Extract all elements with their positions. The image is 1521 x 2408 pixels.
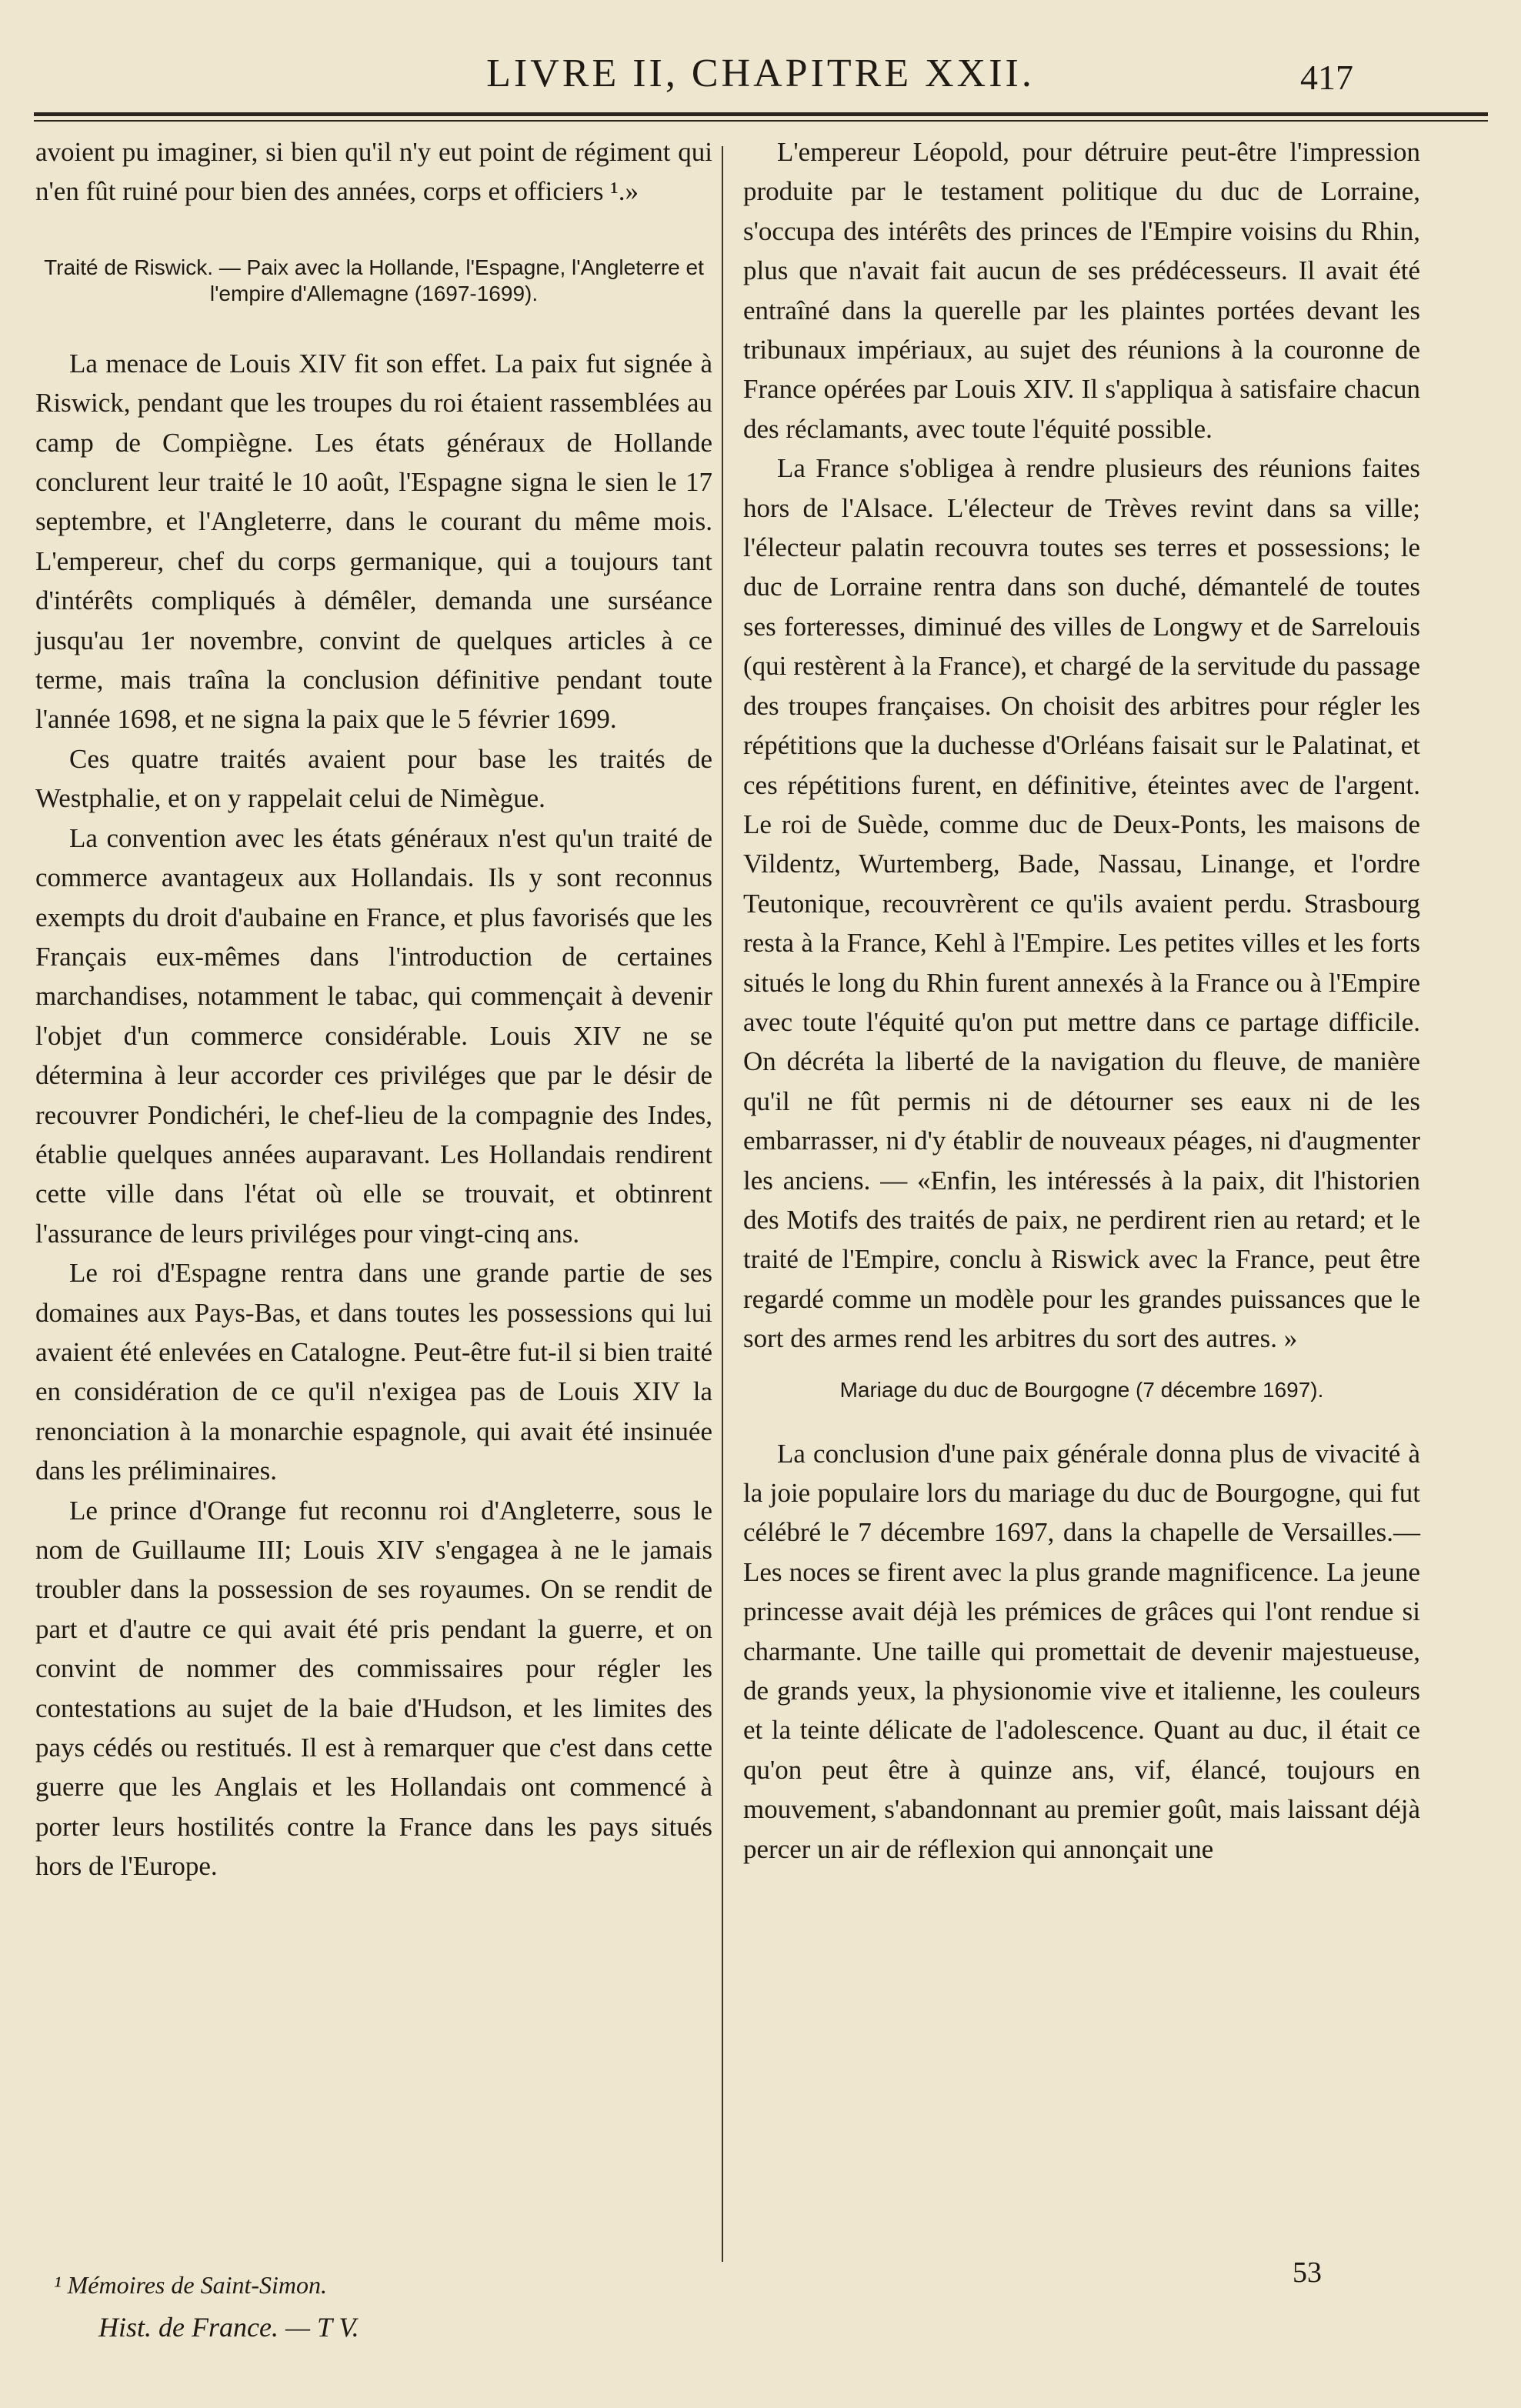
page-number: 417 (1300, 58, 1353, 97)
signature-mark: Hist. de France. — T V. (98, 2312, 359, 2343)
signature-number: 53 (1293, 2256, 1322, 2289)
page-header (0, 32, 1521, 109)
paragraph: La convention avec les états généraux n'est qu'un traité de commerce avantageux aux Hollandais. Ils y sont reconnus exempts du droit d'aubaine en France, et plus favorisés que les Français eux-mêmes dans l'introduction de certaines marchandises, notamment le tabac, qui commençait à devenir l'objet d'un commerce considérable. Louis XIV ne se détermina à leur accorder ces priviléges que par le désir de recouvrer Pondichéri, le chef-lieu de la compagnie des Indes, établie quelques années auparavant. Les Hollandais rendirent cette ville dans l'état où elle se trouvait, et obtinrent l'assurance de leurs priviléges pour vingt-cinq ans. (35, 822, 712, 1249)
section-heading: Mariage du duc de Bourgogne (7 décembre 1697). (839, 1377, 1324, 1402)
running-title: LIVRE II, CHAPITRE XXII. (486, 52, 1035, 95)
paragraph: L'empereur Léopold, pour détruire peut-être l'impression produite par le testament politique du duc de Lorraine, s'occupa des intérêts des princes de l'Empire voisins du Rhin, plus que n'avait fait aucun de ses prédécesseurs. Il avait été entraîné dans la querelle par les plaintes portées devant les tribunaux impériaux, au sujet des réunions à la couronne de France opérées par Louis XIV. Il s'appliqua à satisfaire chacun des réclamants, avec toute l'équité possible. (743, 137, 1420, 444)
footnote: ¹ Mémoires de Saint-Simon. (54, 2271, 328, 2299)
header-rule-thin (34, 120, 1488, 122)
left-column (35, 132, 712, 1886)
paragraph: La France s'obligea à rendre plusieurs des réunions faites hors de l'Alsace. L'électeur de Trèves revint dans sa ville; l'électeur palatin recouvra toutes ses terres et possessions; le duc de Lorraine rentra dans son duché, démantelé de toutes ses forteresses, diminué des villes de Longwy et de Sarrelouis (qui restèrent à la France), et chargé de la servitude du passage des troupes françaises. On choisit des arbitres pour régler les répétitions que la duchesse d'Orléans faisait sur le Palatinat, et ces répétitions furent, en définitive, éteintes avec de l'argent. Le roi de Suède, comme duc de Deux-Ponts, les maisons de Vildentz, Wurtemberg, Bade, Nassau, Linange, et l'ordre Teutonique, recouvrèrent ce qu'ils avaient perdu. Strasbourg resta à la France, Kehl à l'Empire. Les petites villes et les forts situés le long du Rhin furent annexés à la France ou à l'Empire avec toute l'équité qu'on put mettre dans ce partage difficile. On décréta la liberté de la navigation du fleuve, de manière qu'il ne fût permis ni de détourner ses eaux ni de les embarrasser, ni d'y établir de nouveaux péages, ni d'augmenter les anciens. — «Enfin, les intéressés à la paix, dit l'historien des Motifs des traités de paix, ne perdirent rien au retard; et le traité de l'Empire, conclu à Riswick avec la France, peut être regardé comme un modèle pour les grandes puissances que le sort des armes rend les arbitres du sort des autres. » (743, 453, 1420, 1354)
column-divider (722, 146, 723, 2262)
paragraph: Le roi d'Espagne rentra dans une grande partie de ses domaines aux Pays-Bas, et dans toutes les possessions qui lui avaient été enlevées en Catalogne. Peut-être fut-il si bien traité en considération de ce qu'il n'exigea pas de Louis XIV la renonciation à la monarchie espagnole, qui avait été insinuée dans les préliminaires. (35, 1258, 712, 1486)
paragraph: La conclusion d'une paix générale donna plus de vivacité à la joie populaire lors du mariage du duc de Bourgogne, qui fut célébré le 7 décembre 1697, dans la chapelle de Versailles.—Les noces se firent avec la plus grande magnificence. La jeune princesse avait déjà les prémices de grâces qui l'ont rendue si charmante. Une taille qui promettait de devenir majestueuse, de grands yeux, la physionomie vive et italienne, les couleurs et la teinte délicate de l'adolescence. Quant au duc, il était ce qu'on peut être à quinze ans, vif, élancé, toujours en mouvement, s'abandonnant au premier goût, mais laissant déjà percer un air de réflexion qui annonçait une (743, 1438, 1420, 1864)
header-rule (34, 112, 1488, 116)
paragraph: avoient pu imaginer, si bien qu'il n'y eut point de régiment qui n'en fût ruiné pour bien des années, corps et officiers ¹.» (35, 137, 712, 207)
right-column (743, 132, 1420, 1869)
paragraph: La menace de Louis XIV fit son effet. La paix fut signée à Riswick, pendant que les troupes du roi étaient rassemblées au camp de Compiègne. Les états généraux de Hollande conclurent leur traité le 10 août, l'Espagne signa le sien le 17 septembre, et l'Angleterre, dans le courant du même mois. L'empereur, chef du corps germanique, qui a toujours tant d'intérêts compliqués à démêler, demanda une surséance jusqu'au 1er novembre, convint de quelques articles à ce terme, mais traîna la conclusion définitive pendant toute l'année 1698, et ne signa la paix que le 5 février 1699. (35, 348, 712, 735)
paragraph: Ces quatre traités avaient pour base les traités de Westphalie, et on y rappelait celui de Nimègue. (35, 743, 712, 814)
paragraph: Le prince d'Orange fut reconnu roi d'Angleterre, sous le nom de Guillaume III; Louis XIV s'engagea à ne le jamais troubler dans la possession de ses royaumes. On se rendit de part et d'autre ce qui avait été pris pendant la guerre, et on convint de nommer des commissaires pour régler les contestations au sujet de la baie d'Hudson, et les limites des pays cédés ou restitués. Il est à remarquer que c'est dans cette guerre que les Anglais et les Hollandais ont commencé à porter leurs hostilités contre la France dans les pays situés hors de l'Europe. (35, 1495, 712, 1882)
section-heading: Traité de Riswick. — Paix avec la Hollande, l'Espagne, l'Angleterre et l'empire d'Allemagne (1697-1699). (44, 255, 704, 305)
